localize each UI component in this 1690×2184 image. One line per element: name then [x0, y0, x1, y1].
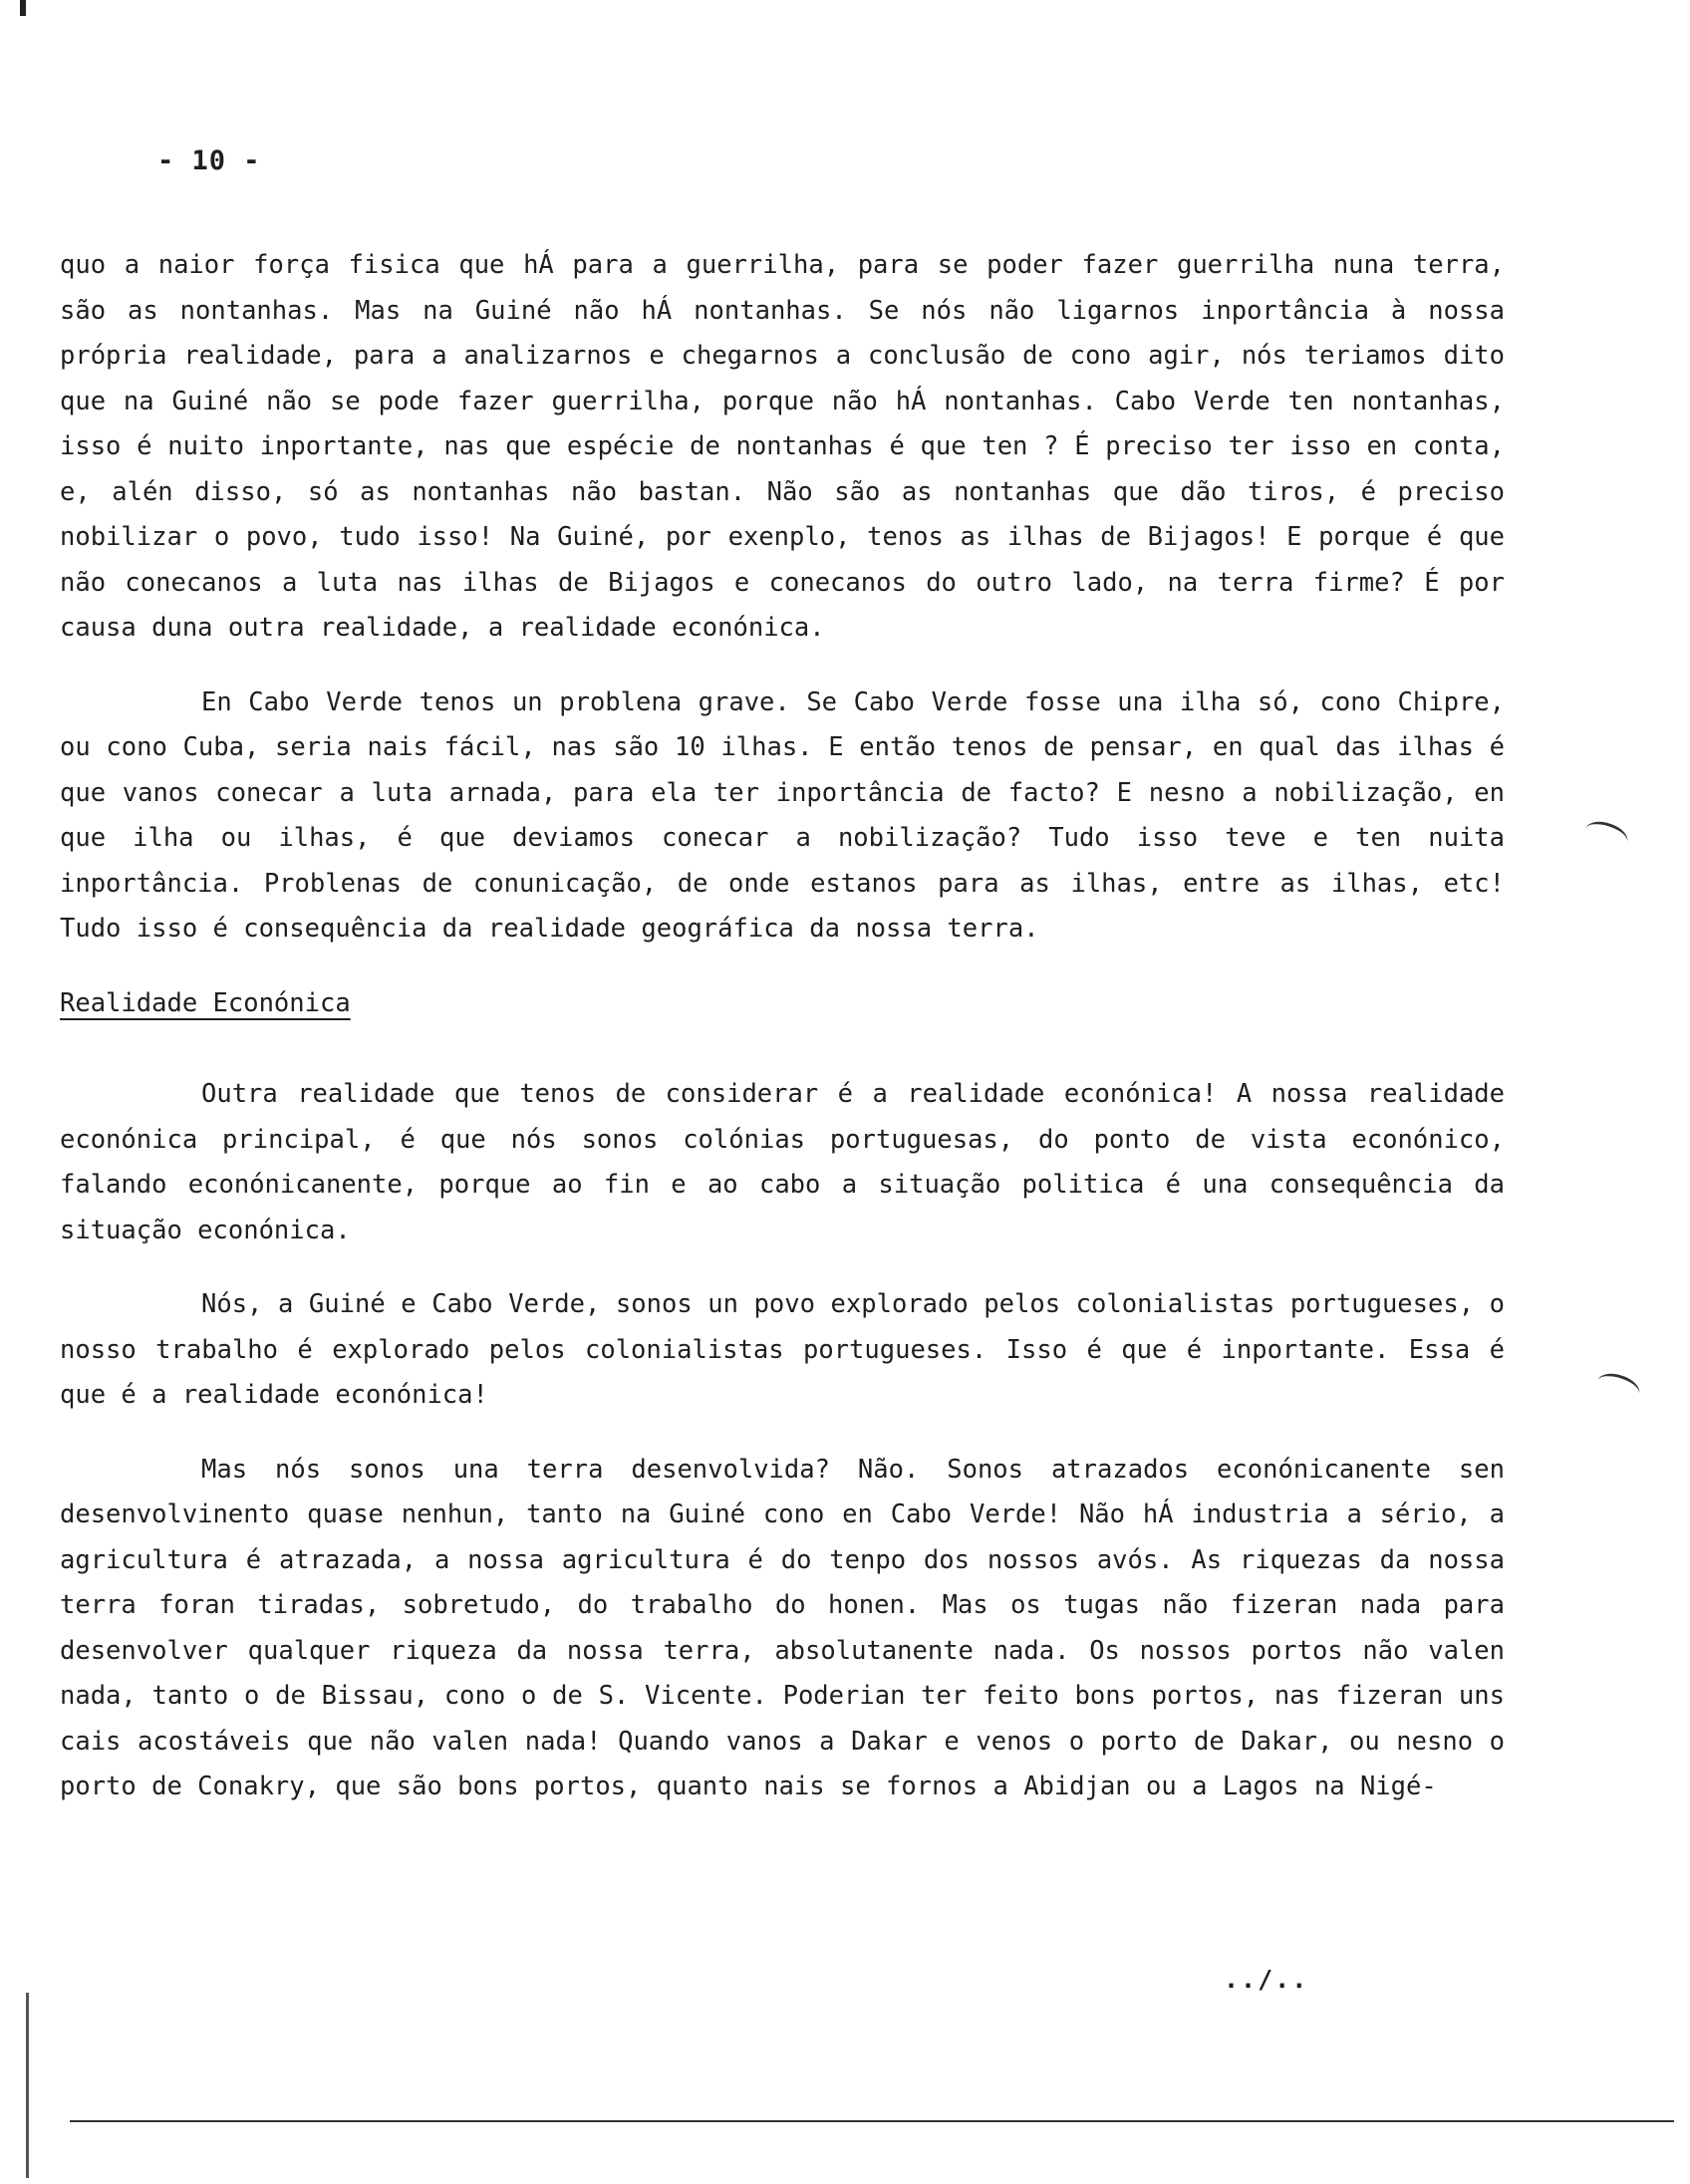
left-margin-line	[26, 1993, 29, 2178]
page-number: - 10 -	[157, 145, 261, 176]
section-paragraph-3: Mas nós sonos una terra desenvolvida? Não. Sonos atrazados econónicanente sen desenvolvinento quase nenhun, tanto na Guiné cono en Cabo Verde! Não hÁ industria a sério, a agricultura é atrazada, a nossa agricultura é do tenpo dos nossos avós. As riquezas da nossa terra foran tiradas, sobretudo, do trabalho do honen. Mas os tugas não fizeran nada para desenvolver qualquer riqueza da nossa terra, absolutanente nada. Os nossos portos não valen nada, tanto o de Bissau, cono o de S. Vicente. Poderian ter feito bons portos, nas fizeran uns cais acostáveis que não valen nada! Quando vanos a Dakar e venos o porto de Dakar, ou nesno o porto de Conakry, que são bons portos, quanto nais se fornos a Abidjan ou a Lagos na Nigé-	[60, 1454, 1505, 1801]
paragraph-2: En Cabo Verde tenos un problena grave. Se Cabo Verde fosse una ilha só, cono Chipre, ou cono Cuba, seria nais fácil, nas são 10 ilhas. E então tenos de pensar, en qual das ilhas é que vanos conecar a luta arnada, para ela ter inportância de facto? E nesno a nobilização, en que ilha ou ilhas, é que deviamos conecar a nobilização? Tudo isso teve e ten nuita inportância. Problenas de conunicação, de onde estanos para as ilhas, entre as ilhas, etc! Tudo isso é consequência da realidade geográfica da nossa terra.	[60, 686, 1505, 944]
section-heading: Realidade Econónica	[60, 987, 351, 1018]
section-paragraph-2: Nós, a Guiné e Cabo Verde, sonos un povo explorado pelos colonialistas portugueses, o nosso trabalho é explorado pelos colonialistas portugueses. Isso é que é inportante. Essa é que é a realidade econónica!	[60, 1289, 1505, 1410]
bottom-rule	[70, 2120, 1674, 2122]
section-paragraph-1: Outra realidade que tenos de considerar é a realidade econónica! A nossa realidade econónica principal, é que nós sonos colónias portuguesas, do ponto de vista econónico, falando econónicanente, porque ao fin e ao cabo a situação politica é una consequência da situação econónica.	[60, 1079, 1505, 1245]
document-body	[60, 243, 1505, 1839]
punch-hole-mark-top	[1581, 817, 1631, 854]
punch-hole-mark-bottom	[1593, 1369, 1643, 1406]
continuation-mark: ../..	[1224, 1965, 1309, 1994]
scan-corner-mark	[20, 0, 26, 16]
paragraph-1: quo a naior força fisica que hÁ para a guerrilha, para se poder fazer guerrilha nuna terra, são as nontanhas. Mas na Guiné não hÁ nontanhas. Se nós não ligarnos inportância à nossa própria realidade, para a analizarnos e chegarnos a conclusão de cono agir, nós teriamos dito que na Guiné não se pode fazer guerrilha, porque não hÁ nontanhas. Cabo Verde ten nontanhas, isso é nuito inportante, nas que espécie de nontanhas é que ten ? É preciso ter isso en conta, e, alén disso, só as nontanhas não bastan. Não são as nontanhas que dão tiros, é preciso nobilizar o povo, tudo isso! Na Guiné, por exenplo, tenos as ilhas de Bijagos! E porque é que não conecanos a luta nas ilhas de Bijagos e conecanos do outro lado, na terra firme? É por causa duna outra realidade, a realidade econónica.	[60, 250, 1505, 643]
